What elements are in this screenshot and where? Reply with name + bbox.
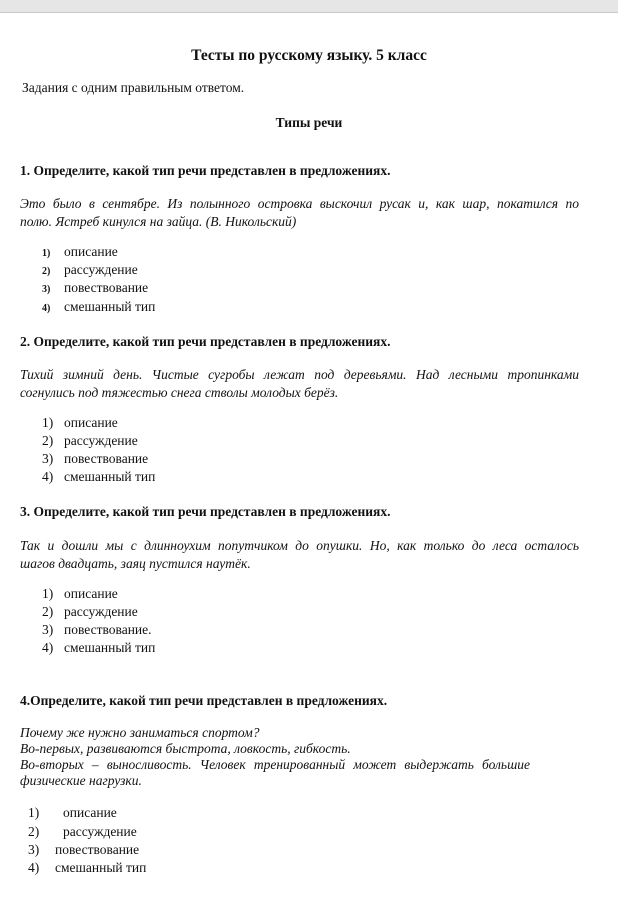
option-label: смешанный тип bbox=[64, 299, 156, 314]
option-number: 3) bbox=[42, 284, 51, 295]
question-1-option-4 bbox=[42, 299, 155, 315]
question-4-line: физические нагрузки. bbox=[20, 773, 142, 788]
option-number: 2) bbox=[42, 433, 54, 448]
option-number: 2) bbox=[42, 266, 51, 277]
question-3-option-2 bbox=[42, 604, 138, 620]
question-3-line: Так и дошли мы с длинноухим попутчиком до опушки. Но, как только до леса осталось bbox=[20, 538, 579, 553]
option-label: описание bbox=[64, 586, 118, 601]
question-4-line: Почему же нужно заниматься спортом? bbox=[20, 725, 260, 740]
question-2-option-2 bbox=[42, 433, 138, 449]
option-number: 2) bbox=[42, 604, 54, 619]
option-number: 3) bbox=[28, 842, 40, 857]
question-1-text bbox=[20, 195, 579, 231]
window-top-band bbox=[0, 0, 618, 13]
question-4-option-4 bbox=[28, 860, 146, 876]
question-4-option-1 bbox=[28, 805, 117, 821]
question-3-text bbox=[20, 537, 579, 573]
option-number: 4) bbox=[42, 469, 54, 484]
question-4-line: Во-первых, развиваются быстрота, ловкость, гибкость. bbox=[20, 741, 351, 756]
option-label: описание bbox=[63, 805, 117, 820]
question-4-text bbox=[20, 725, 530, 789]
option-label: описание bbox=[64, 415, 118, 430]
question-4-option-2 bbox=[28, 824, 137, 840]
document-page bbox=[0, 13, 618, 897]
page-title: Тесты по русскому языку. 5 класс bbox=[191, 47, 427, 64]
option-number: 2) bbox=[28, 824, 40, 839]
question-3-line: шагов двадцать, заяц пустился наутёк. bbox=[20, 556, 251, 571]
option-number: 1) bbox=[42, 586, 54, 601]
question-3-option-1 bbox=[42, 586, 118, 602]
option-label: рассуждение bbox=[64, 604, 138, 619]
option-number: 1) bbox=[42, 248, 51, 259]
question-2-option-4 bbox=[42, 469, 155, 485]
option-label: смешанный тип bbox=[64, 640, 156, 655]
option-label: рассуждение bbox=[63, 824, 137, 839]
option-label: повествование bbox=[64, 451, 149, 466]
question-3-heading: 3. Определите, какой тип речи представлен в предложениях. bbox=[20, 504, 391, 519]
option-number: 1) bbox=[42, 415, 54, 430]
question-1-heading: 1. Определите, какой тип речи представлен в предложениях. bbox=[20, 163, 391, 178]
question-3-option-4 bbox=[42, 640, 155, 656]
question-2-text bbox=[20, 366, 579, 402]
option-label: рассуждение bbox=[64, 433, 138, 448]
question-1-option-3 bbox=[42, 280, 148, 296]
question-2-option-1 bbox=[42, 415, 118, 431]
option-label: смешанный тип bbox=[64, 469, 156, 484]
question-1-option-1 bbox=[42, 244, 118, 260]
question-1-option-2 bbox=[42, 262, 138, 278]
section-heading: Типы речи bbox=[275, 115, 343, 130]
option-number: 4) bbox=[28, 860, 40, 875]
question-2-line: согнулись под тяжестью снега стволы молодых берёз. bbox=[20, 385, 339, 400]
option-number: 3) bbox=[42, 622, 54, 637]
question-2-heading: 2. Определите, какой тип речи представлен в предложениях. bbox=[20, 334, 391, 349]
intro-text: Задания с одним правильным ответом. bbox=[22, 80, 245, 95]
option-label: повествование bbox=[64, 280, 149, 295]
option-number: 3) bbox=[42, 451, 54, 466]
option-label: повествование bbox=[55, 842, 140, 857]
option-label: рассуждение bbox=[64, 262, 138, 277]
question-2-line: Тихий зимний день. Чистые сугробы лежат под деревьями. Над лесными тропинками bbox=[20, 367, 579, 382]
question-2-option-3 bbox=[42, 451, 148, 467]
question-4-heading: 4.Определите, какой тип речи представлен в предложениях. bbox=[20, 693, 388, 708]
option-label: описание bbox=[64, 244, 118, 259]
option-number: 4) bbox=[42, 303, 51, 314]
option-label: повествование. bbox=[64, 622, 152, 637]
question-1-line: Это было в сентябре. Из полынного островка выскочил русак и, как шар, покатился по bbox=[20, 196, 579, 211]
question-3-option-3 bbox=[42, 622, 152, 638]
option-number: 4) bbox=[42, 640, 54, 655]
question-1-line: полю. Ястреб кинулся на зайца. (В. Никольский) bbox=[20, 214, 297, 229]
option-number: 1) bbox=[28, 805, 40, 820]
question-4-line: Во-вторых – выносливость. Человек тренированный может выдержать большие bbox=[20, 757, 530, 772]
option-label: смешанный тип bbox=[55, 860, 147, 875]
question-4-option-3 bbox=[28, 842, 139, 858]
